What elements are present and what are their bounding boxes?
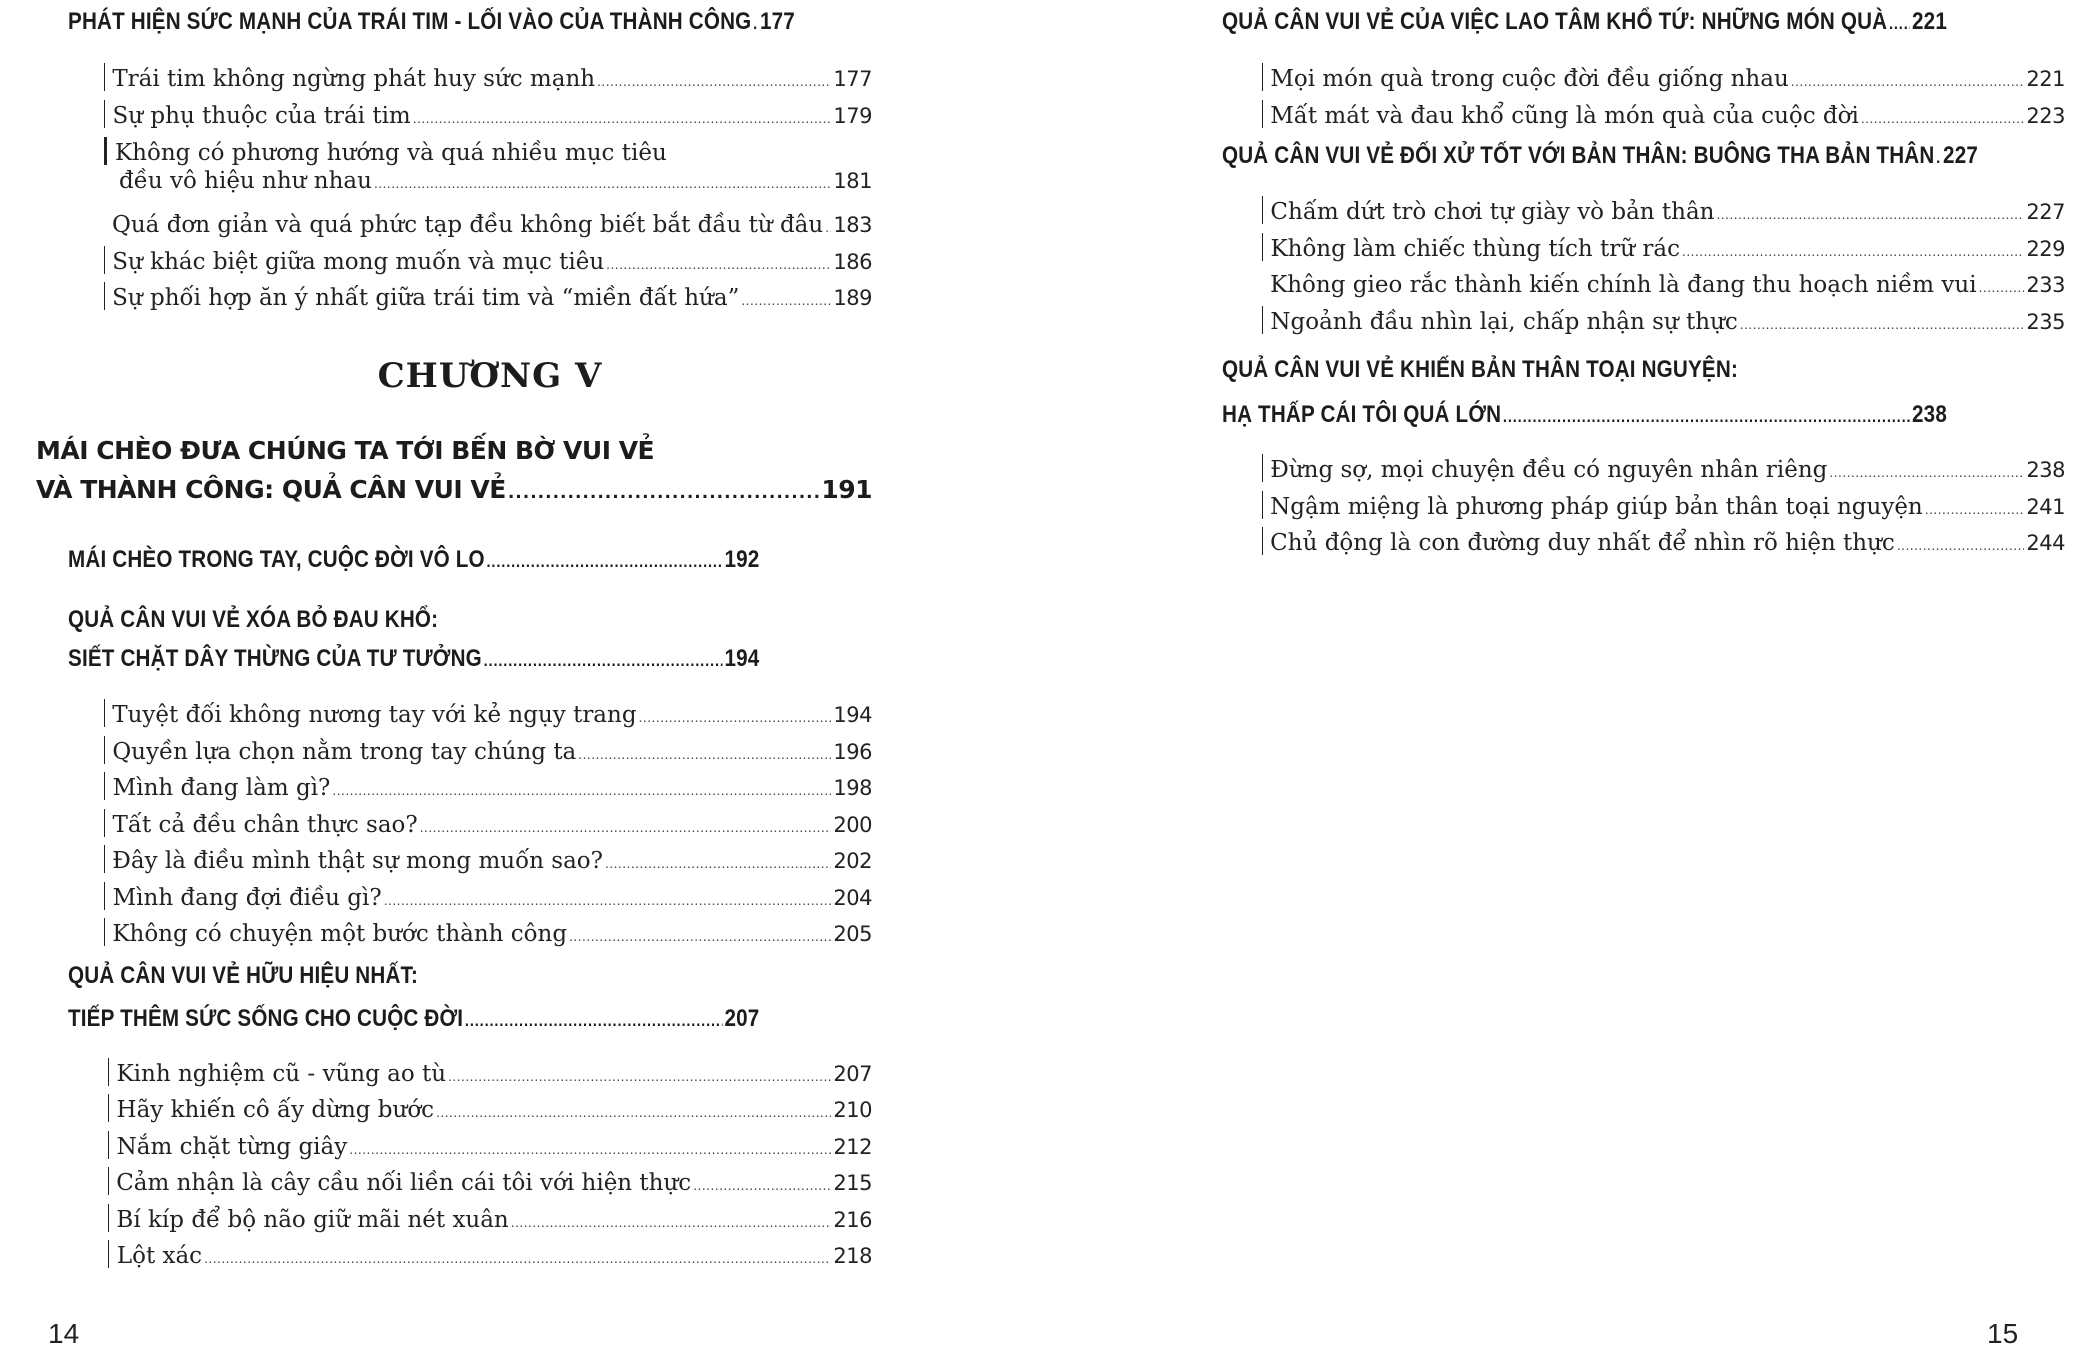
dot-leader	[349, 1143, 831, 1157]
toc-page-number: 186	[833, 250, 872, 274]
toc-section-heart-power	[68, 8, 795, 36]
toc-page-number: 227	[2026, 200, 2065, 224]
toc-page-number: 244	[2026, 531, 2065, 555]
dot-leader	[741, 294, 831, 308]
toc-page-number: 191	[821, 475, 872, 504]
toc-section-title: PHÁT HIỆN SỨC MẠNH CỦA TRÁI TIM - LỐI VÀO CỦA THÀNH CÔNG	[68, 8, 752, 35]
toc-item-title: Trái tim không ngừng phát huy sức mạnh	[112, 66, 596, 92]
dot-leader	[1979, 281, 2025, 295]
dot-leader	[1829, 466, 2024, 480]
toc-page-number: 227	[1943, 142, 1979, 169]
toc-page-number: 177	[833, 67, 872, 91]
toc-section-line1	[68, 606, 438, 634]
toc-item-title: Tuyệt đối không nương tay với kẻ ngụy trang	[112, 702, 637, 728]
dot-leader	[332, 784, 831, 798]
toc-item	[104, 95, 872, 129]
toc-item-title: Quá đơn giản và quá phức tạp đều không biết bắt đầu từ đâu	[112, 212, 824, 238]
toc-page-number: 207	[833, 1062, 872, 1086]
dot-leader	[825, 221, 831, 235]
toc-page-number: 233	[2026, 273, 2065, 297]
chapter-heading: CHƯƠNG V	[377, 356, 603, 396]
dot-leader	[1791, 75, 2025, 89]
toc-item	[108, 1126, 872, 1160]
toc-item	[104, 804, 872, 838]
part-title-line2	[36, 475, 872, 504]
toc-item-title: Lột xác	[116, 1243, 203, 1269]
toc-item-title: Sự phối hợp ăn ý nhất giữa trái tim và “miền đất hứa”	[112, 285, 740, 311]
toc-section-title: QUẢ CÂN VUI VẺ ĐỐI XỬ TỐT VỚI BẢN THÂN: BUÔNG THA BẢN THÂN	[1222, 142, 1935, 169]
toc-item-title: Mất mát và đau khổ cũng là món quà của cuộc đời	[1270, 103, 1859, 129]
dot-leader	[436, 1106, 831, 1120]
item-bar-marker	[108, 1058, 109, 1086]
toc-item-title: Mình đang đợi điều gì?	[112, 885, 382, 911]
toc-page-number: 218	[833, 1244, 872, 1268]
toc-item	[1262, 58, 2065, 92]
toc-page-number: 212	[833, 1135, 872, 1159]
toc-page-number: 241	[2026, 495, 2065, 519]
toc-item-wrapped-line1	[104, 132, 872, 166]
dot-leader	[1936, 148, 1941, 168]
toc-page-number: 235	[2026, 310, 2065, 334]
toc-item-title: Mọi món quà trong cuộc đời đều giống nhau	[1270, 66, 1789, 92]
part-title: MÁI CHÈO ĐƯA CHÚNG TA TỚI BẾN BỜ VUI VẺ	[36, 436, 655, 465]
item-bar-marker	[104, 137, 107, 165]
dot-leader	[1740, 318, 2025, 332]
toc-item-title: Ngậm miệng là phương pháp giúp bản thân toại nguyện	[1270, 494, 1923, 520]
toc-section-gifts	[1222, 8, 1947, 36]
toc-section-line1	[1222, 356, 1738, 384]
toc-item	[104, 277, 872, 311]
toc-page-number: 181	[833, 169, 872, 193]
dot-leader	[448, 1070, 831, 1084]
toc-item-title: Nắm chặt từng giây	[116, 1134, 348, 1160]
toc-section-title: MÁI CHÈO TRONG TAY, CUỘC ĐỜI VÔ LO	[68, 546, 485, 573]
dot-leader	[606, 258, 831, 272]
toc-page-number: 229	[2026, 237, 2065, 261]
toc-item-title: Quyền lựa chọn nằm trong tay chúng ta	[112, 739, 577, 765]
toc-page-number: 198	[833, 776, 872, 800]
toc-page-number: 205	[833, 922, 872, 946]
toc-page-number: 223	[2026, 104, 2065, 128]
page-number-left: 14	[48, 1318, 80, 1349]
dot-leader	[1861, 112, 2025, 126]
toc-item	[1262, 264, 2065, 298]
toc-item	[108, 1162, 872, 1196]
toc-section-line2	[68, 1005, 759, 1033]
dot-leader	[484, 651, 723, 671]
toc-section-oar	[68, 546, 759, 574]
toc-page-number: 177	[759, 8, 795, 35]
toc-section-title: QUẢ CÂN VUI VẺ KHIẾN BẢN THÂN TOẠI NGUYỆN:	[1222, 356, 1738, 383]
toc-item	[104, 840, 872, 874]
toc-item	[1262, 228, 2065, 262]
toc-section-self-kindness	[1222, 142, 1979, 170]
toc-section-line1	[68, 962, 418, 990]
toc-item-title: Không có chuyện một bước thành công	[112, 921, 568, 947]
toc-page-number: 194	[833, 703, 872, 727]
toc-item	[104, 731, 872, 765]
toc-page-number: 215	[833, 1171, 872, 1195]
toc-item	[104, 204, 872, 238]
toc-page-number: 221	[1912, 8, 1947, 35]
toc-section-title: QUẢ CÂN VUI VẺ XÓA BỎ ĐAU KHỔ:	[68, 606, 439, 633]
toc-page-number: 196	[833, 740, 872, 764]
dot-leader	[597, 75, 831, 89]
dot-leader	[1503, 407, 1910, 427]
toc-item	[108, 1199, 872, 1233]
toc-item-title: Kinh nghiệm cũ - vũng ao tù	[116, 1061, 447, 1087]
toc-section-title-continued: SIẾT CHẶT DÂY THỪNG CỦA TƯ TƯỞNG	[68, 645, 482, 672]
toc-page-number: 183	[833, 213, 872, 237]
toc-page-number: 238	[2026, 458, 2065, 482]
toc-item-title: Ngoảnh đầu nhìn lại, chấp nhận sự thực	[1270, 309, 1738, 335]
dot-leader	[511, 1216, 832, 1230]
toc-section-line2	[1222, 401, 1947, 429]
toc-item	[104, 241, 872, 275]
dot-leader	[605, 857, 831, 871]
toc-item-title: Chủ động là con đường duy nhất để nhìn rõ hiện thực	[1270, 530, 1895, 556]
dot-leader	[693, 1179, 831, 1193]
item-bar-marker	[108, 1131, 109, 1159]
page-number-right: 15	[1987, 1318, 2019, 1349]
toc-item-title: Sự khác biệt giữa mong muốn và mục tiêu	[112, 249, 605, 275]
toc-page-number: 207	[724, 1005, 760, 1032]
toc-page-number: 238	[1912, 401, 1947, 428]
dot-leader	[569, 930, 831, 944]
toc-item	[104, 58, 872, 92]
dot-leader	[487, 552, 723, 572]
item-bar-marker	[104, 772, 105, 800]
toc-page-number: 221	[2026, 67, 2065, 91]
toc-item-title: Sự phụ thuộc của trái tim	[112, 103, 411, 129]
toc-page-number: 189	[833, 286, 872, 310]
toc-item-title: Bí kíp để bộ não giữ mãi nét xuân	[116, 1207, 509, 1233]
toc-item	[108, 1053, 872, 1087]
dot-leader	[508, 483, 819, 503]
toc-item	[108, 1235, 872, 1269]
dot-leader	[1682, 245, 2024, 259]
dot-leader	[465, 1011, 723, 1031]
dot-leader	[1889, 14, 1910, 34]
dot-leader	[204, 1252, 831, 1266]
toc-item-title-continued: đều vô hiệu như nhau	[119, 168, 372, 194]
toc-section-title: QUẢ CÂN VUI VẺ CỦA VIỆC LAO TÂM KHỔ TỨ: NHỮNG MÓN QUÀ	[1222, 8, 1888, 35]
toc-section-title-continued: TIẾP THÊM SỨC SỐNG CHO CUỘC ĐỜI	[68, 1005, 464, 1032]
dot-leader	[753, 14, 758, 34]
dot-leader	[1897, 539, 2025, 553]
toc-page-number: 200	[833, 813, 872, 837]
toc-page-number: 192	[724, 546, 760, 573]
dot-leader	[578, 748, 831, 762]
toc-item-title: Đây là điều mình thật sự mong muốn sao?	[112, 848, 603, 874]
item-bar-marker	[104, 809, 105, 837]
toc-item-title: Không gieo rắc thành kiến chính là đang thu hoạch niềm vui	[1270, 272, 1977, 298]
toc-item-title: Chấm dứt trò chơi tự giày vò bản thân	[1270, 199, 1715, 225]
toc-item	[104, 694, 872, 728]
toc-item-title: Không làm chiếc thùng tích trữ rác	[1270, 236, 1680, 262]
right-page	[1037, 0, 2074, 1360]
toc-section-line2	[68, 645, 759, 673]
part-title-continued: VÀ THÀNH CÔNG: QUẢ CÂN VUI VẺ	[36, 475, 506, 504]
toc-item-title: Đừng sợ, mọi chuyện đều có nguyên nhân riêng	[1270, 457, 1828, 483]
dot-leader	[639, 711, 832, 725]
toc-item-title: Hãy khiến cô ấy dừng bước	[116, 1097, 435, 1123]
dot-leader	[374, 177, 831, 191]
toc-page-number: 202	[833, 849, 872, 873]
item-bar-marker	[108, 1240, 109, 1268]
toc-item	[104, 913, 872, 947]
toc-item-title: Mình đang làm gì?	[112, 775, 331, 801]
toc-item	[1262, 522, 2065, 556]
dot-leader	[1925, 503, 2025, 517]
toc-item-title: Cảm nhận là cây cầu nối liền cái tôi với hiện thực	[116, 1170, 692, 1196]
toc-item	[1262, 191, 2065, 225]
toc-item	[104, 877, 872, 911]
toc-page-number: 179	[833, 104, 872, 128]
dot-leader	[420, 821, 832, 835]
toc-item	[1262, 486, 2065, 520]
toc-page-number: 216	[833, 1208, 872, 1232]
dot-leader	[1716, 208, 2024, 222]
toc-item	[1262, 301, 2065, 335]
toc-item	[104, 767, 872, 801]
item-bar-marker	[104, 100, 105, 128]
toc-item	[108, 1089, 872, 1123]
item-bar-marker	[108, 1094, 109, 1122]
toc-item-wrapped-line2	[119, 168, 872, 194]
toc-section-title: QUẢ CÂN VUI VẺ HỮU HIỆU NHẤT:	[68, 962, 419, 989]
toc-item-title: Tất cả đều chân thực sao?	[112, 812, 418, 838]
dot-leader	[413, 112, 832, 126]
toc-page-number: 204	[833, 886, 872, 910]
toc-section-title-continued: HẠ THẤP CÁI TÔI QUÁ LỚN	[1222, 401, 1502, 428]
toc-item	[1262, 95, 2065, 129]
toc-item-title: Không có phương hướng và quá nhiều mục tiêu	[115, 140, 667, 166]
toc-page-number: 194	[724, 645, 760, 672]
item-bar-marker	[104, 882, 105, 910]
dot-leader	[384, 894, 832, 908]
part-title-line1	[36, 436, 872, 465]
toc-page-number: 210	[833, 1098, 872, 1122]
toc-item	[1262, 449, 2065, 483]
